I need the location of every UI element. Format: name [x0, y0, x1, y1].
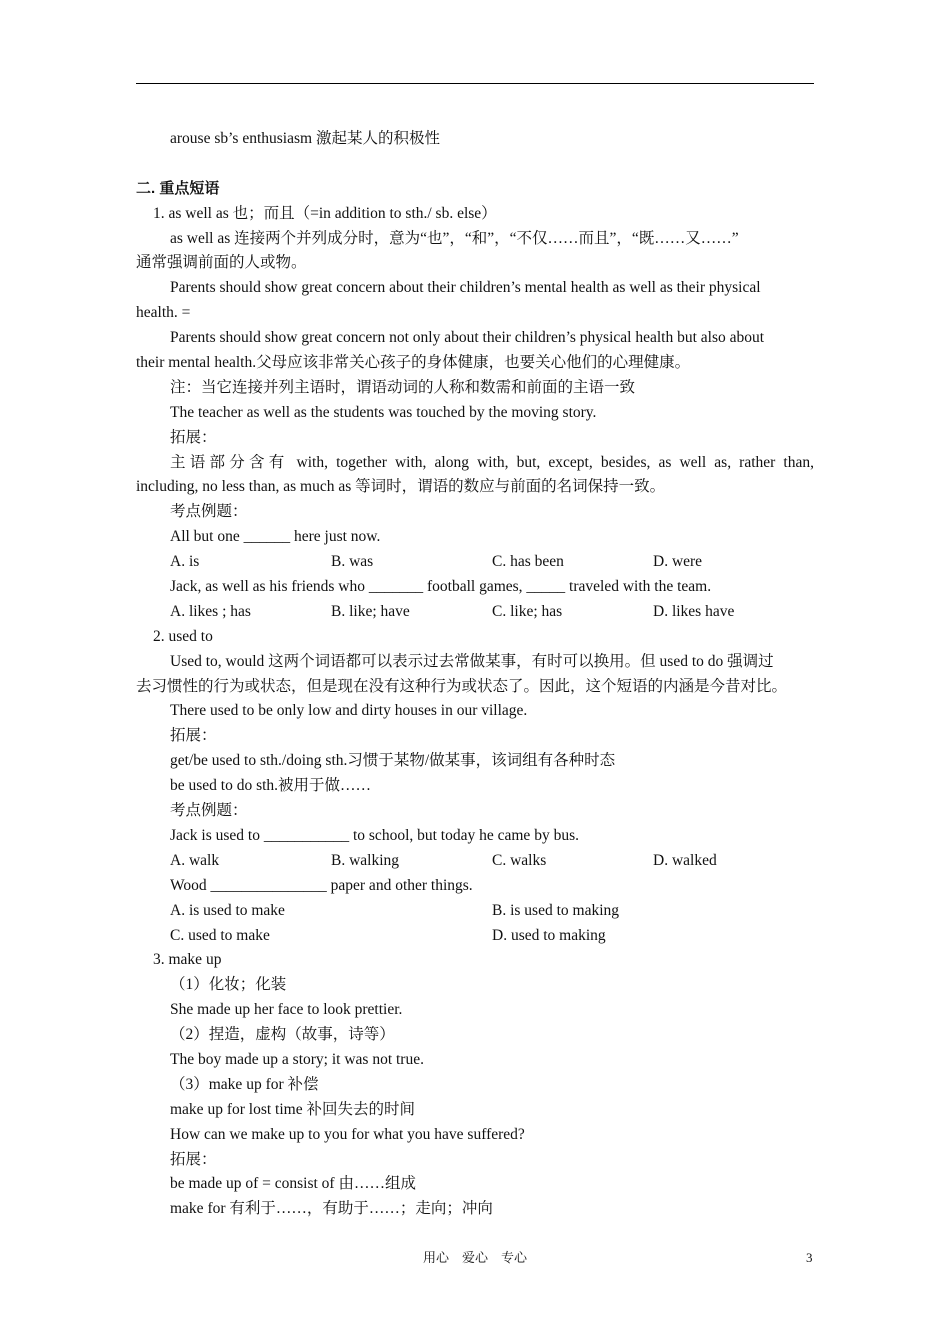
page-number: 3: [806, 1250, 813, 1265]
option-c: C. used to make: [170, 926, 270, 944]
section-heading: 二. 重点短语: [136, 179, 220, 197]
phrase-3-extension-1: be made up of = consist of 由……组成: [170, 1175, 416, 1193]
phrase-1-extension-label: 拓展：: [170, 428, 217, 446]
top-line: arouse sb’s enthusiasm 激起某人的积极性: [170, 130, 440, 147]
option-d: D. likes have: [653, 602, 735, 620]
phrase-1-question-1-options: [136, 550, 814, 575]
blank-line: [136, 152, 814, 177]
phrase-2-exam-label: 考点例题：: [170, 802, 248, 820]
phrase-2-question-2-options-row-2: [136, 924, 814, 949]
phrase-1-question-1: All but one ______ here just now.: [170, 528, 381, 546]
page-footer: [0, 1247, 950, 1269]
phrase-2-question-1-options: [136, 849, 814, 874]
phrase-2-title: 2. used to: [153, 627, 213, 645]
phrase-3-extension-label: 拓展：: [170, 1150, 217, 1168]
option-a: A. likes ; has: [170, 602, 251, 620]
phrase-2-question-1: Jack is used to ___________ to school, but today he came by bus.: [170, 826, 579, 844]
phrase-1-title: 1. as well as 也；而且（=in addition to sth./ sb. else）: [153, 204, 497, 222]
phrase-2-extension-1: get/be used to sth./doing sth.习惯于某物/做某事，该词组有各种时态: [170, 752, 616, 770]
phrase-1-explain: as well as 连接两个并列成分时，意为“也”，“和”，“不仅……而且”，“既……又……”: [170, 229, 739, 247]
phrase-1-example-1-cont: health. =: [136, 304, 191, 322]
option-c: C. walks: [492, 851, 547, 869]
phrase-1-explain-cont: 通常强调前面的人或物。: [136, 254, 307, 272]
phrase-2-explain: Used to, would 这两个词语都可以表示过去常做某事，有时可以换用。但 used to do 强调过: [170, 652, 774, 670]
phrase-3-sense-1-example: She made up her face to look prettier.: [170, 1001, 403, 1019]
footer-slogan: 用心 爱心 专心: [422, 1250, 527, 1265]
phrase-3-sense-2: （2）捏造，虚构（故事，诗等）: [170, 1026, 395, 1044]
phrase-1-extension: 主语部分含有 with, together with, along with, but, except, besides, as well as, rather than,: [170, 453, 814, 471]
page-content: [136, 127, 814, 1222]
phrase-2-extension-label: 拓展：: [170, 727, 217, 745]
phrase-1-note-example: The teacher as well as the students was touched by the moving story.: [170, 403, 597, 421]
phrase-3-title: 3. make up: [153, 951, 222, 969]
option-d: D. were: [653, 553, 703, 571]
phrase-2-question-2-options-row-1: [136, 899, 814, 924]
phrase-1-question-2-options: [136, 600, 814, 625]
option-c: C. like; has: [492, 602, 563, 620]
phrase-1-example-2-cont: their mental health.父母应该非常关心孩子的身体健康，也要关心他们的心理健康。: [136, 354, 691, 372]
phrase-1-note: 注：当它连接并列主语时，谓语动词的人称和数需和前面的主语一致: [170, 378, 636, 396]
option-a: A. is: [170, 553, 200, 571]
phrase-3-sense-2-example: The boy made up a story; it was not true.: [170, 1050, 424, 1068]
option-b: B. was: [331, 553, 374, 571]
phrase-1-exam-label: 考点例题：: [170, 503, 248, 521]
option-d: D. walked: [653, 851, 717, 869]
phrase-2-explain-cont: 去习惯性的行为或状态，但是现在没有这种行为或状态了。因此，这个短语的内涵是今昔对比。: [136, 677, 788, 695]
phrase-3-sense-3: （3）make up for 补偿: [170, 1075, 319, 1093]
option-b: B. walking: [331, 851, 400, 869]
phrase-3-extension-2: make for 有利于……，有助于……；走向；冲向: [170, 1200, 493, 1218]
phrase-1-extension-cont: including, no less than, as much as 等词时，谓语的数应与前面的名词保持一致。: [136, 478, 666, 496]
option-b: B. like; have: [331, 602, 410, 620]
phrase-3-sense-1: （1）化妆；化装: [170, 976, 287, 994]
option-a: A. is used to make: [170, 901, 285, 919]
phrase-2-example: There used to be only low and dirty houses in our village.: [170, 702, 528, 720]
option-a: A. walk: [170, 851, 220, 869]
phrase-3-sense-3-example-2: How can we make up to you for what you have suffered?: [170, 1125, 525, 1143]
phrase-1-example-2: Parents should show great concern not only about their children’s physical health but also about: [170, 329, 765, 347]
phrase-3-sense-3-example-1: make up for lost time 补回失去的时间: [170, 1100, 415, 1118]
phrase-1-question-2: Jack, as well as his friends who _______ football games, _____ traveled with the team.: [170, 578, 712, 596]
header-rule: [136, 83, 814, 84]
phrase-2-extension-2: be used to do sth.被用于做……: [170, 777, 372, 795]
option-c: C. has been: [492, 553, 564, 571]
phrase-1-example-1: Parents should show great concern about their children’s mental health as well as their physical: [170, 279, 761, 297]
option-b: B. is used to making: [492, 901, 620, 919]
option-d: D. used to making: [492, 926, 606, 944]
phrase-2-question-2: Wood _______________ paper and other things.: [170, 876, 473, 894]
